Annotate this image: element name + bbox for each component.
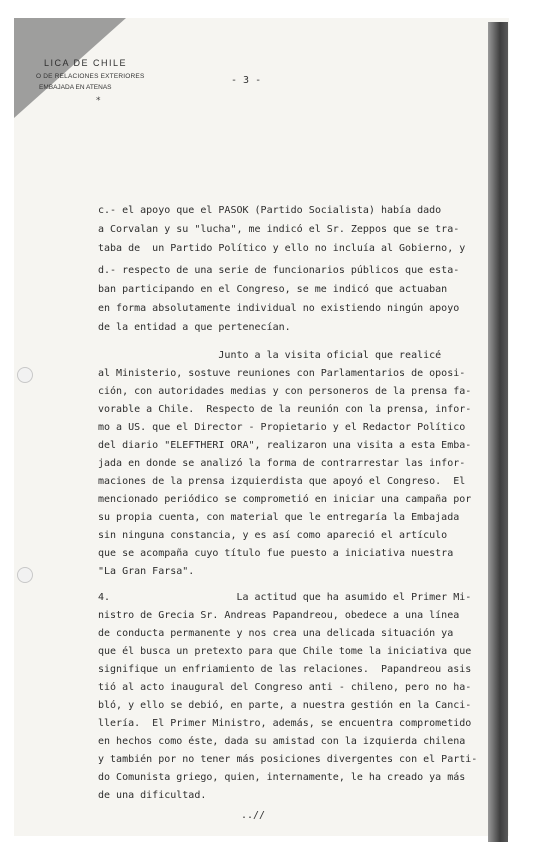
body-line: a Corvalan y su "lucha", me indicó el Sr. Zeppos que se tra- <box>98 224 460 235</box>
letterhead-republic: LICA DE CHILE <box>44 58 128 68</box>
body-line: ción, con autoridades medias y con personeros de la prensa fa- <box>98 386 472 397</box>
body-line: y también por no tener más posiciones divergentes con el Parti- <box>98 754 478 765</box>
body-line: 4. La actitud que ha asumido el Primer Mi- <box>98 592 472 603</box>
body-line: llería. El Primer Ministro, además, se encuentra comprometido <box>98 718 472 729</box>
body-line: taba de un Partido Político y ello no incluía al Gobierno, y <box>98 243 466 254</box>
body-line: de conducta permanente y nos crea una delicada situación ya <box>98 628 454 639</box>
body-line: bló, y ello se debió, en parte, a nuestra gestión en la Canci- <box>98 700 472 711</box>
letterhead-ministry: O DE RELACIONES EXTERIORES <box>36 73 145 80</box>
body-line: Junto a la visita oficial que realicé <box>98 350 442 361</box>
body-line: jada en donde se analizó la forma de contrarrestar las infor- <box>98 458 466 469</box>
body-line: maciones de la prensa izquierdista que apoyó el Congreso. El <box>98 476 466 487</box>
body-line: tió al acto inaugural del Congreso anti - chileno, pero no ha- <box>98 682 472 693</box>
body-line: que él busca un pretexto para que Chile tome la iniciativa que <box>98 646 472 657</box>
punch-hole-upper <box>17 367 33 383</box>
body-line: mencionado periódico se comprometió en iniciar una campaña por <box>98 494 472 505</box>
page-number: - 3 - <box>231 75 262 86</box>
body-line: ban participando en el Congreso, se me indicó que actuaban <box>98 284 448 295</box>
body-line: del diario "ELEFTHERI ORA", realizaron una visita a esta Emba- <box>98 440 472 451</box>
letterhead <box>36 58 145 91</box>
body-line: nistro de Grecia Sr. Andreas Papandreou, obedece a una línea <box>98 610 460 621</box>
body-line: c.- el apoyo que el PASOK (Partido Socialista) había dado <box>98 205 442 216</box>
body-line: vorable a Chile. Respecto de la reunión con la prensa, infor- <box>98 404 472 415</box>
body-line: signifique un enfriamiento de las relaciones. Papandreou asis <box>98 664 472 675</box>
body-line: sin ninguna constancia, y es así como apareció el artículo <box>98 530 448 541</box>
continuation-mark: ..// <box>241 810 266 821</box>
body-line: do Comunista griego, quien, internamente, le ha creado ya más <box>98 772 466 783</box>
body-line: de una dificultad. <box>98 790 207 801</box>
letterhead-embassy: EMBAJADA EN ATENAS <box>39 84 112 91</box>
scan-top-margin <box>0 0 533 18</box>
body-line: en hechos como éste, dada su amistad con la izquierda chilena <box>98 736 466 747</box>
scan-right-edge <box>488 22 508 842</box>
body-line: su propia cuenta, con material que le entregaría la Embajada <box>98 512 460 523</box>
body-line: mo a US. que el Director - Propietario y el Redactor Político <box>98 422 466 433</box>
punch-hole-lower <box>17 567 33 583</box>
body-line: d.- respecto de una serie de funcionarios públicos que esta- <box>98 265 460 276</box>
body-line: de la entidad a que pertenecían. <box>98 322 291 333</box>
body-line: "La Gran Farsa". <box>98 566 195 577</box>
body-line: que se acompaña cuyo título fue puesto a iniciativa nuestra <box>98 548 454 559</box>
body-line: al Ministerio, sostuve reuniones con Parlamentarios de oposi- <box>98 368 466 379</box>
letterhead-star-icon: * <box>96 96 101 106</box>
body-line: en forma absolutamente individual no existiendo ningún apoyo <box>98 303 460 314</box>
